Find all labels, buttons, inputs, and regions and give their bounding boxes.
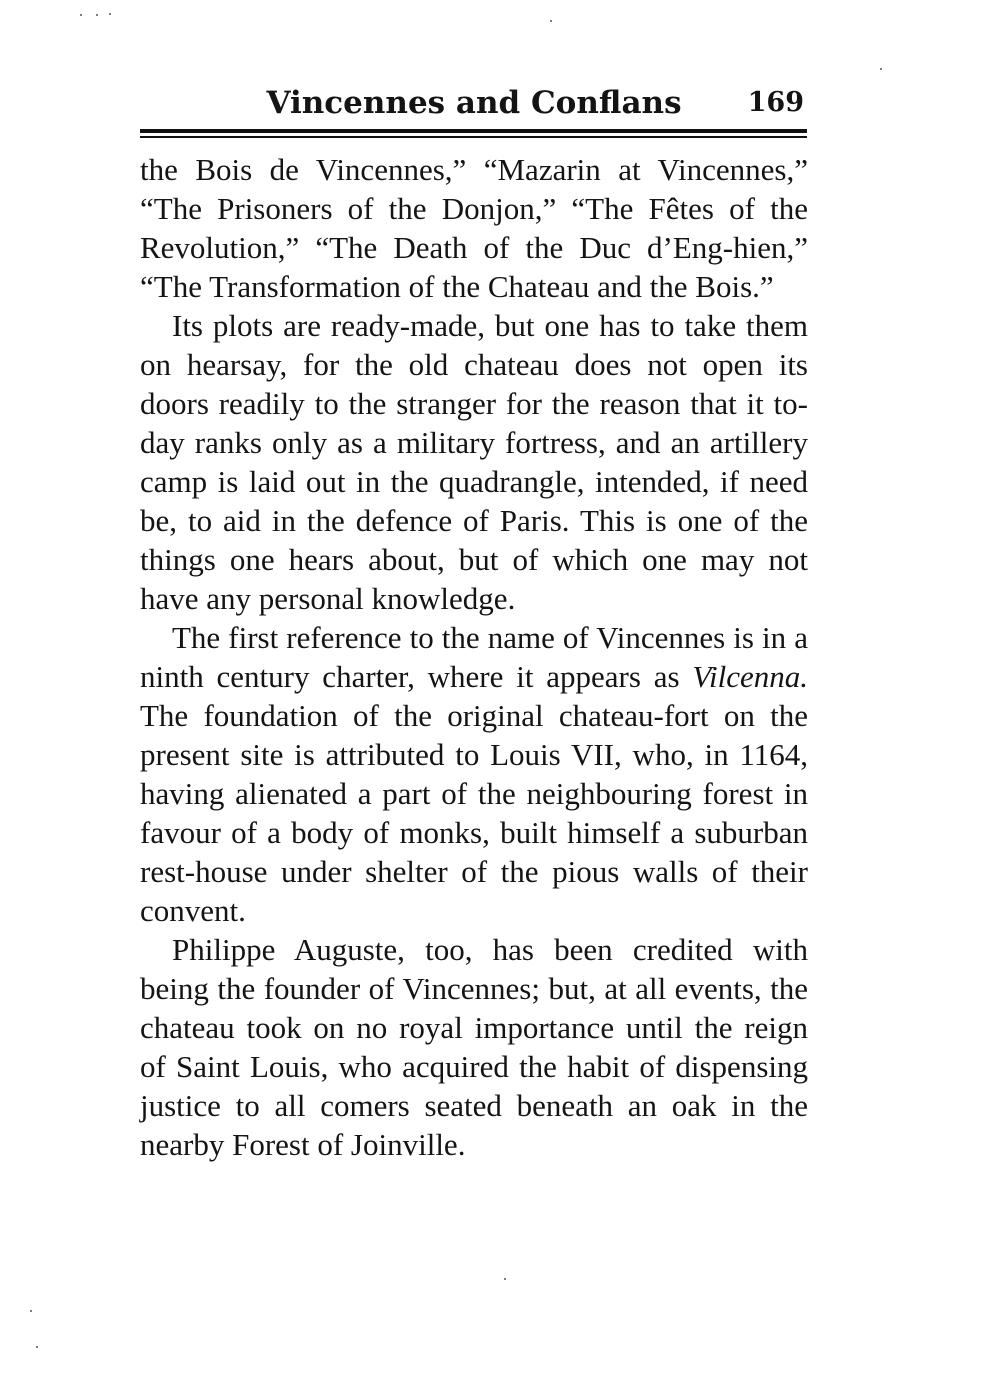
paragraph-3 (140, 618, 808, 930)
paragraph-1: the Bois de Vincennes,” “Mazarin at Vincennes,” “The Prisoners of the Donjon,” “The Fêtes of the Revolution,” “The Death of the Duc d’Eng-hien,” “The Transformation of the Chateau and the Bois.” (140, 152, 808, 304)
scan-speck (880, 68, 882, 70)
scan-speck (550, 20, 552, 22)
header-rule-thin (140, 136, 807, 138)
paragraph-3-text-before: The first reference to the name of Vincennes is in a ninth century charter, where it appears as (140, 620, 808, 694)
running-title: Vincennes and Conflans (266, 85, 682, 121)
italic-place-name: Vilcenna. (692, 659, 808, 694)
scan-speck (36, 1346, 38, 1348)
running-head (140, 78, 808, 128)
scan-speck (80, 14, 82, 16)
paragraph-4: Philippe Auguste, too, has been credited with being the founder of Vincennes; but, at all events, the chateau took on no royal importance until the reign of Saint Louis, who acquired the habit of dispensing justice to all comers seated beneath an oak in the nearby Forest of Joinville. (140, 932, 808, 1162)
scan-speck (96, 14, 98, 16)
paragraph-2: Its plots are ready-made, but one has to take them on hearsay, for the old chateau does not open its doors readily to the stranger for the reason that it to-day ranks only as a military fortress, and an artillery camp is laid out in the quadrangle, intended, if need be, to aid in the defence of Paris. This is one of the things one hears about, but of which one may not have any personal knowledge. (140, 308, 808, 616)
page-number: 169 (747, 87, 804, 118)
paragraph-3-text-after: The foundation of the original chateau-fort on the present site is attributed to Louis VII, who, in 1164, having alienated a part of the neighbouring forest in favour of a body of monks, built himself a suburban rest-house under shelter of the pious walls of their convent. (140, 698, 808, 928)
body-text (140, 150, 808, 1164)
scan-speck (109, 13, 111, 15)
header-rule-thick (140, 129, 807, 133)
scan-speck (30, 1310, 32, 1312)
scan-speck (504, 1278, 506, 1280)
